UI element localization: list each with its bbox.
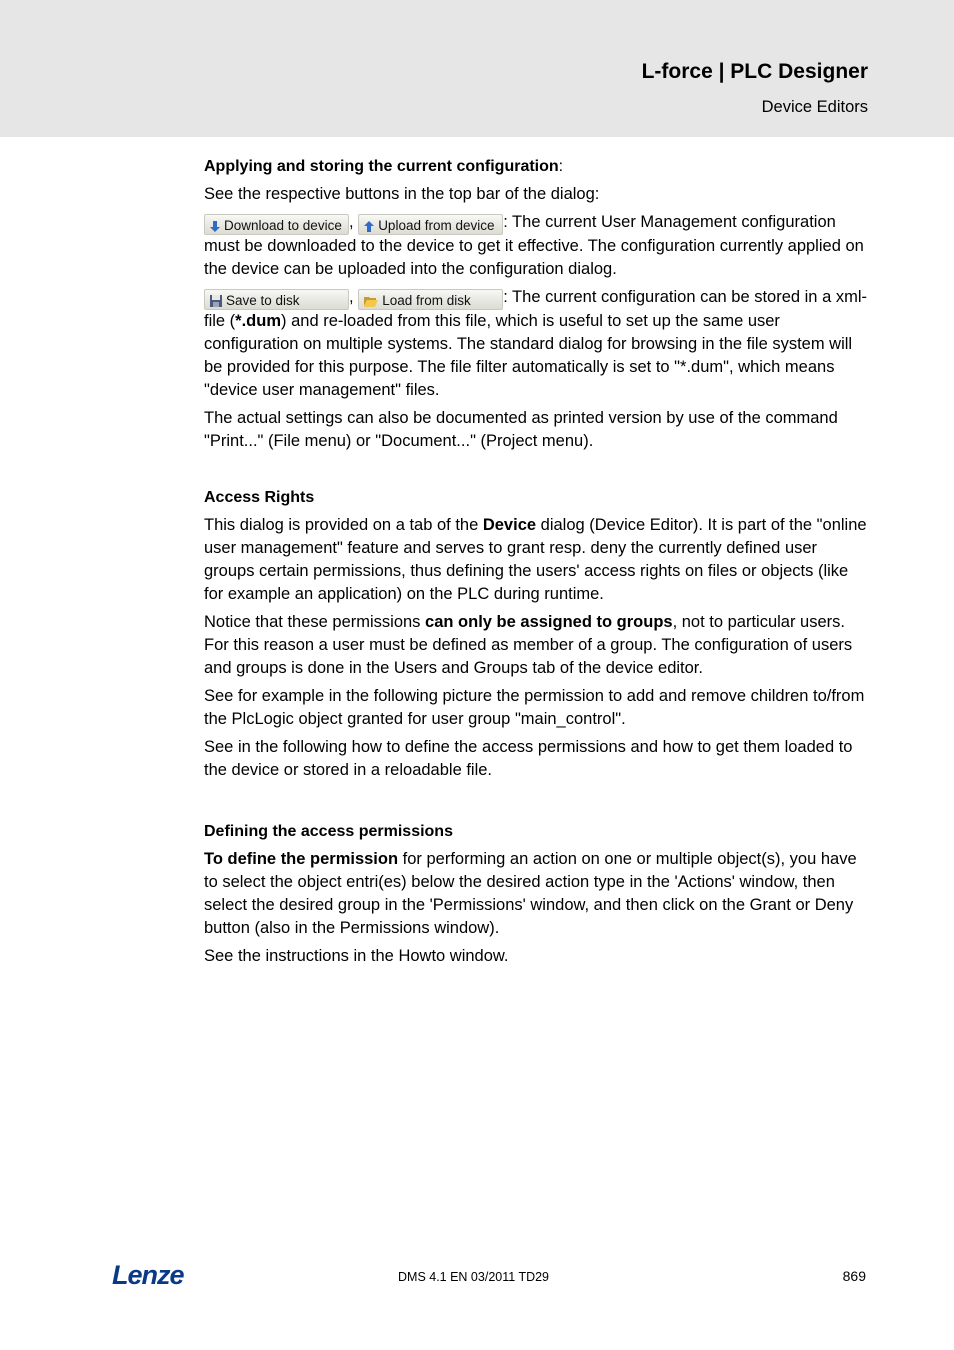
section-heading-defining-permissions: Defining the access permissions [204,823,453,840]
paragraph-text: dialog (Device Editor). It is part of the "online user management" feature and serves to grant resp. deny the currently defined user groups certain permissions, thus defining the users' access rights on files or objects (like for example an application) on the PLC during runtime. [204,516,867,603]
paragraph-text: ) and re-loaded from this file, which is useful to set up the same user configuration on multiple systems. The standard dialog for browsing in the file system will be provided for this purpose. The file filter automatically is set to "*.dum", which means "device user management" files. [204,312,853,399]
save-to-disk-button[interactable] [204,289,349,310]
header-subtitle: Device Editors [761,98,868,116]
paragraph [204,848,868,940]
button-label: Load from disk [382,293,471,308]
paragraph: The actual settings can also be documented as printed version by use of the command "Print..." (File menu) or "Document..." (Project menu). [204,409,838,450]
paragraph-text: Notice that these permissions [204,613,426,631]
comma: , [349,288,354,306]
paragraph [204,611,868,680]
paragraph-text: : The current configuration can be stored in a xml-file ( [204,288,867,330]
main-content [204,155,868,973]
heading-colon: : [558,158,564,175]
paragraph-save-load [204,286,868,402]
button-label: Upload from device [378,218,495,233]
paragraph-text: This dialog is provided on a tab of the [204,516,483,534]
heading-text: Applying and storing the current configuration [204,158,559,175]
paragraph-text: for performing an action on one or multiple object(s), you have to select the object entri(es) below the desired action type in the 'Actions' window, then select the desired group in the 'Permissions' window, and then click on the Grant or Deny button (also in the Permissions window). [204,850,857,937]
paragraph: See for example in the following picture the permission to add and remove children to/from the PlcLogic object granted for user group "main_control". [204,687,865,728]
bold-text: To define the permission [204,850,399,868]
lenze-logo: Lenze [112,1260,184,1290]
spacer [204,458,868,486]
download-to-device-button[interactable] [204,214,349,235]
paragraph: See the respective buttons in the top bar of the dialog: [204,185,600,203]
upload-from-device-button[interactable] [358,214,503,235]
comma: , [349,213,354,231]
paragraph: See the instructions in the Howto window. [204,947,509,965]
paragraph [204,514,868,606]
button-label: Download to device [224,218,342,233]
arrow-down-icon [209,220,221,233]
page-header [0,0,954,137]
load-from-disk-button[interactable] [358,289,503,310]
document-id: DMS 4.1 EN 03/2011 TD29 [398,1270,550,1284]
paragraph-download-upload [204,211,868,281]
spacer [204,787,868,820]
page-number: 869 [842,1268,866,1284]
paragraph: See in the following how to define the access permissions and how to get them loaded to the device or stored in a reloadable file. [204,738,853,779]
section-heading-access-rights: Access Rights [204,489,315,506]
button-label: Save to disk [226,293,300,308]
open-folder-icon [363,294,379,308]
bold-text: Device [482,516,537,534]
paragraph-text: , not to particular users. For this reason a user must be defined as member of a group. The configuration of users and groups is done in the Users and Groups tab of the device editor. [204,613,853,677]
header-title: L-force | PLC Designer [641,60,868,83]
arrow-up-icon [363,220,375,233]
section-heading-config [204,155,868,178]
paragraph-text: : The current User Management configuration must be downloaded to the device to get it effective. The configuration currently applied on the device can be uploaded into the configuration dialog. [204,213,864,278]
bold-text: *.dum [235,312,282,330]
floppy-disk-icon [209,294,223,308]
bold-text: can only be assigned to groups [425,613,673,631]
